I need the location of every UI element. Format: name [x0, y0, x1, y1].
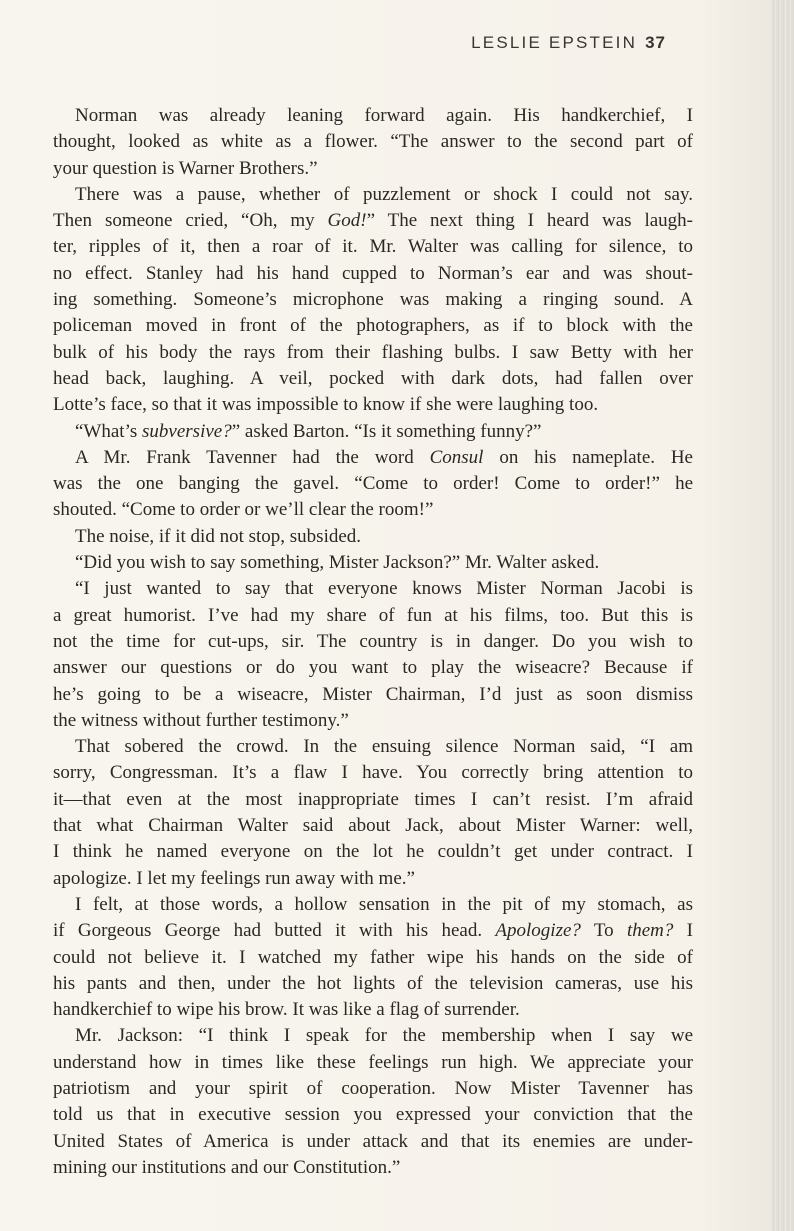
text-line: I think he named everyone on the lot he couldn’t get under contract. I [53, 841, 693, 863]
text-line: Mr. Jackson: “I think I speak for the membership when I say we [75, 1025, 693, 1047]
text-line: I felt, at those words, a hollow sensation in the pit of my stomach, as [75, 893, 693, 915]
text-line: told us that in executive session you expressed your conviction that the [53, 1104, 693, 1126]
italic-text: them? [626, 920, 674, 942]
body-text [53, 103, 693, 1181]
page-number: 37 [645, 33, 666, 52]
text-line: if Gorgeous George had butted it with his head. Apologize? To them? I [53, 920, 694, 942]
text-line: your question is Warner Brothers.” [53, 157, 318, 179]
text-line: “What’s subversive?” asked Barton. “Is it something funny?” [75, 420, 542, 442]
text-line: not the time for cut-ups, sir. The country is in danger. Do you wish to [53, 630, 693, 652]
text-line: a great humorist. I’ve had my share of fun at his films, too. But this is [53, 604, 693, 626]
text-line: answer our questions or do you want to play the wiseacre? Because if [53, 657, 693, 679]
text-line: Norman was already leaning forward again. His handkerchief, I [75, 105, 693, 126]
text-line: sorry, Congressman. It’s a flaw I have. You correctly bring attention to [53, 762, 693, 784]
text-line: ter, ripples of it, then a roar of it. Mr. Walter was calling for silence, to [53, 236, 693, 258]
text-line: “I just wanted to say that everyone knows Mister Norman Jacobi is [75, 578, 693, 600]
text-line: Then someone cried, “Oh, my God!” The next thing I heard was laugh- [53, 210, 693, 232]
text-line: policeman moved in front of the photographers, as if to block with the [53, 315, 693, 337]
text-line: he’s going to be a wiseacre, Mister Chairman, I’d just as soon dismiss [53, 683, 693, 705]
text-line: There was a pause, whether of puzzlement or shock I could not say. [75, 183, 693, 205]
text-line: apologize. I let my feelings run away with me.” [53, 867, 415, 889]
text-line: “Did you wish to say something, Mister Jackson?” Mr. Walter asked. [75, 552, 600, 574]
text-line: handkerchief to wipe his brow. It was like a flag of surrender. [53, 999, 520, 1021]
text-line: it—that even at the most inappropriate times I can’t resist. I’m afraid [53, 788, 693, 810]
text-line: understand how in times like these feelings run high. We appreciate your [53, 1051, 693, 1073]
text-line: thought, looked as white as a flower. “The answer to the second part of [53, 131, 693, 153]
text-line: head back, laughing. A veil, pocked with dark dots, had fallen over [53, 367, 693, 389]
text-line: Lotte’s face, so that it was impossible to know if she were laughing too. [53, 394, 599, 416]
text-line: his pants and then, under the hot lights of the television cameras, use his [53, 972, 693, 994]
text-line: patriotism and your spirit of cooperation. Now Mister Tavenner has [53, 1077, 693, 1099]
text-line: could not believe it. I watched my father wipe his hands on the side of [53, 946, 693, 968]
text-line: A Mr. Frank Tavenner had the word Consul on his nameplate. He [75, 446, 693, 468]
italic-text: Apologize? [495, 920, 581, 942]
italic-text: Consul [429, 446, 484, 468]
text-line: was the one banging the gavel. “Come to order! Come to order!” he [53, 473, 693, 495]
text-line: that what Chairman Walter said about Jack, about Mister Warner: well, [53, 815, 693, 837]
text-line: the witness without further testimony.” [53, 709, 349, 731]
text-line: United States of America is under attack and that its enemies are under- [53, 1130, 693, 1152]
italic-text: God! [327, 210, 367, 232]
page-edge [772, 0, 794, 1231]
running-head [471, 33, 666, 53]
text-line: The noise, if it did not stop, subsided. [75, 525, 362, 547]
italic-text: subversive? [142, 420, 232, 442]
text-line: mining our institutions and our Constitution.” [53, 1156, 401, 1178]
author-name: LESLIE EPSTEIN [471, 33, 638, 52]
text-line: ing something. Someone’s microphone was making a ringing sound. A [53, 289, 693, 311]
text-line: That sobered the crowd. In the ensuing silence Norman said, “I am [75, 736, 693, 758]
text-line: no effect. Stanley had his hand cupped to Norman’s ear and was shout- [53, 262, 693, 284]
text-line: bulk of his body the rays from their flashing bulbs. I saw Betty with her [53, 341, 693, 363]
text-line: shouted. “Come to order or we’ll clear the room!” [53, 499, 434, 521]
